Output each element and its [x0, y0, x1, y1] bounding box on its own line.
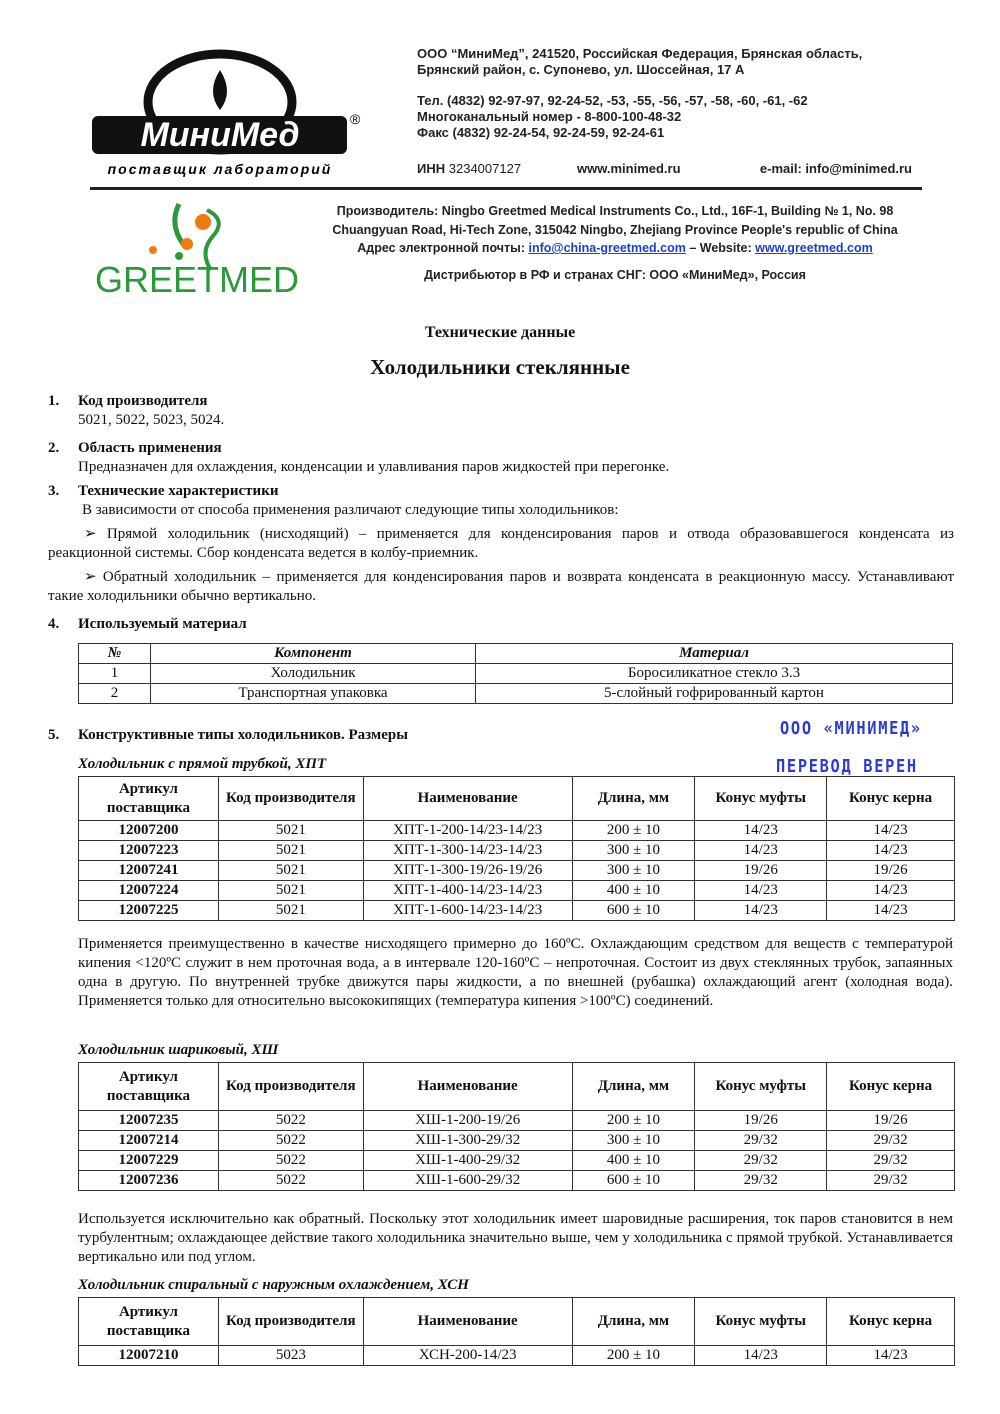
section-number: 2.	[48, 440, 60, 456]
bullet-direct-condenser: ➢ Прямой холодильник (нисходящий) – применяется для конденсирования паров и отвода образовавшегося конденсата из реакционной системы. Сбор конденсата ведется в колбу-приемник.	[48, 526, 954, 561]
column-header: Длина, мм	[572, 777, 695, 821]
minimed-multichannel: Многоканальный номер - 8-800-100-48-32	[417, 109, 682, 124]
inn-value: 3234007127	[448, 161, 522, 176]
column-header: Код производителя	[218, 777, 363, 821]
cell: Транспортная упаковка	[151, 684, 476, 704]
cell: 29/32	[695, 1151, 827, 1171]
greetmed-logo-graphic	[95, 198, 300, 300]
cell: 200 ± 10	[572, 821, 695, 841]
cell: 5022	[218, 1151, 363, 1171]
column-header: Наименование	[363, 1298, 572, 1346]
cell: ХПТ-1-300-14/23-14/23	[363, 841, 572, 861]
cell: 14/23	[695, 841, 827, 861]
cell: 14/23	[827, 1346, 955, 1366]
cell: ХПТ-1-600-14/23-14/23	[363, 901, 572, 921]
table-row	[79, 1151, 955, 1171]
cell: 29/32	[827, 1131, 955, 1151]
table-row	[79, 664, 953, 684]
manufacturer-line1: Производитель: Ningbo Greetmed Medical Instruments Co., Ltd., 16F-1, Building № 1, No. 98	[336, 204, 894, 218]
section-5-title: Конструктивные типы холодильников. Размеры	[78, 727, 408, 743]
column-header: №	[79, 644, 151, 664]
table-row	[79, 1111, 955, 1131]
cell: 12007223	[79, 841, 219, 861]
cell: 5022	[218, 1171, 363, 1191]
column-header: Конус керна	[827, 1298, 955, 1346]
translation-stamp-line2: ПЕРЕВОД ВЕРЕН	[776, 756, 918, 777]
column-header: Конус керна	[827, 777, 955, 821]
website-label: – Website:	[689, 241, 752, 255]
table-row	[79, 1131, 955, 1151]
cell: ХШ-1-600-29/32	[363, 1171, 572, 1191]
section-number: 1.	[48, 393, 60, 409]
column-header: Код производителя	[218, 1063, 363, 1111]
distributor-line: Дистрибьютор в РФ и странах СНГ: ООО «МиниМед», Россия	[424, 267, 806, 282]
column-header: Наименование	[363, 1063, 572, 1111]
bullet-text: Прямой холодильник (нисходящий) – применяется для конденсирования паров и отвода образовавшегося конденсата из реакционной системы. Сбор конденсата ведется в колбу-приемник.	[48, 526, 954, 561]
cell: 14/23	[827, 821, 955, 841]
cell: 12007224	[79, 881, 219, 901]
cell: 600 ± 10	[572, 901, 695, 921]
cell: ХПТ-1-200-14/23-14/23	[363, 821, 572, 841]
cell: 29/32	[695, 1171, 827, 1191]
cell: 5021	[218, 861, 363, 881]
cell: 14/23	[695, 821, 827, 841]
cell: 19/26	[695, 1111, 827, 1131]
manufacturer-line2: Chuangyuan Road, Hi-Tech Zone, 315042 Ningbo, Zhejiang Province People's republic of China	[332, 222, 898, 237]
cell: 29/32	[827, 1151, 955, 1171]
column-header: Компонент	[151, 644, 476, 664]
cell: 1	[79, 664, 151, 684]
cell: 5023	[218, 1346, 363, 1366]
section-1-text: 5021, 5022, 5023, 5024.	[78, 412, 225, 428]
minimed-address-line2: Брянский район, с. Супонево, ул. Шоссейная, 17 А	[417, 62, 745, 77]
column-header: Конус муфты	[695, 1298, 827, 1346]
cell: 14/23	[695, 881, 827, 901]
materials-table	[78, 643, 953, 704]
greetmed-logo-text: GREETMED	[95, 259, 300, 300]
column-header: Конус муфты	[695, 1063, 827, 1111]
cell: 12007235	[79, 1111, 219, 1131]
column-header: Наименование	[363, 777, 572, 821]
section-1-title: Код производителя	[78, 393, 208, 409]
cell: 600 ± 10	[572, 1171, 695, 1191]
section-2-text: Предназначен для охлаждения, конденсации и улавливания паров жидкостей при перегонке.	[78, 459, 670, 475]
minimed-address-line1: ООО “МиниМед”, 241520, Российская Федерация, Брянская область,	[417, 46, 863, 61]
table-2-caption: Холодильник шариковый, ХШ	[78, 1042, 279, 1058]
inn-label: ИНН	[417, 161, 446, 176]
minimed-fax: Факс (4832) 92-24-54, 92-24-59, 92-24-61	[417, 125, 665, 140]
cell: ХШ-1-300-29/32	[363, 1131, 572, 1151]
header-divider	[90, 187, 922, 190]
cell: 5022	[218, 1131, 363, 1151]
column-header: Артикул поставщика	[79, 1298, 219, 1346]
greetmed-email-link[interactable]: info@china-greetmed.com	[528, 241, 686, 255]
table-row	[79, 841, 955, 861]
cell: 5021	[218, 901, 363, 921]
svg-text:®: ®	[350, 111, 361, 127]
svg-text:поставщик лабораторий: поставщик лабораторий	[107, 161, 333, 177]
cell: 300 ± 10	[572, 1131, 695, 1151]
cell: 14/23	[695, 901, 827, 921]
t2-dimensions-table	[78, 1062, 955, 1191]
cell: ХПТ-1-300-19/26-19/26	[363, 861, 572, 881]
minimed-logo-graphic	[88, 40, 361, 180]
section-3-text: В зависимости от способа применения различают следующие типы холодильников:	[82, 502, 619, 518]
cell: ХШ-1-200-19/26	[363, 1111, 572, 1131]
cell: 300 ± 10	[572, 841, 695, 861]
cell: 200 ± 10	[572, 1346, 695, 1366]
cell: 5-слойный гофрированный картон	[476, 684, 953, 704]
section-number: 4.	[48, 616, 60, 632]
cell: 12007241	[79, 861, 219, 881]
column-header: Длина, мм	[572, 1298, 695, 1346]
column-header: Материал	[476, 644, 953, 664]
greetmed-website-link[interactable]: www.greetmed.com	[755, 241, 873, 255]
cell: 12007200	[79, 821, 219, 841]
table-2-note: Используется исключительно как обратный. Поскольку этот холодильник имеет шаровидные расширения, ток паров становится в нем турбулентным; охлаждающее действие такого холодильника значительно выше, чем у холодильника с прямой трубкой. Устанавливается вертикально или под углом.	[78, 1211, 953, 1265]
cell: 14/23	[695, 1346, 827, 1366]
document-title: Холодильники стеклянные	[370, 355, 630, 379]
section-number: 5.	[48, 727, 60, 743]
greetmed-logo	[95, 198, 300, 300]
cell: 12007229	[79, 1151, 219, 1171]
cell: 5021	[218, 841, 363, 861]
table-1-caption: Холодильник с прямой трубкой, ХПТ	[78, 756, 327, 772]
cell: 19/26	[695, 861, 827, 881]
cell: 2	[79, 684, 151, 704]
table-row	[79, 881, 955, 901]
table-row	[79, 1346, 955, 1366]
minimed-phone: Тел. (4832) 92-97-97, 92-24-52, -53, -55, -56, -57, -58, -60, -61, -62	[417, 93, 808, 108]
translation-stamp-line1: ООО «МИНИМЕД»	[780, 718, 922, 739]
svg-text:МиниМед: МиниМед	[140, 116, 300, 154]
section-3-title: Технические характеристики	[78, 483, 279, 499]
cell: 5022	[218, 1111, 363, 1131]
cell: 300 ± 10	[572, 861, 695, 881]
cell: 29/32	[827, 1171, 955, 1191]
table-row	[79, 1171, 955, 1191]
document-heading: Технические данные	[424, 324, 576, 341]
cell: ХПТ-1-400-14/23-14/23	[363, 881, 572, 901]
cell: 19/26	[827, 861, 955, 881]
email-label: Адрес электронной почты:	[357, 241, 526, 255]
bullet-text: Обратный холодильник – применяется для конденсирования паров и возврата конденсата в реакционную массу. Устанавливают такие холодильники обычно вертикально.	[48, 569, 955, 604]
cell: 14/23	[827, 841, 955, 861]
table-row	[79, 684, 953, 704]
table-1-note: Применяется преимущественно в качестве нисходящего примерно до 160ºС. Охлаждающим средством для веществ с температурой кипения <120ºС служит в нем проточная вода, а в интервале 120-160ºС – непроточная. Состоит из двух стеклянных трубок, запаянных одна в другую. По внутренней трубке движутся пары жидкости, а по внешней (рубашка) охлаждающий агент (холодная вода). Применяется только для относительно высококипящих (температура кипения >100ºС) соединений.	[78, 936, 953, 1009]
cell: 12007214	[79, 1131, 219, 1151]
cell: ХСН-200-14/23	[363, 1346, 572, 1366]
cell: 400 ± 10	[572, 1151, 695, 1171]
column-header: Длина, мм	[572, 1063, 695, 1111]
table-3-caption: Холодильник спиральный с наружным охлаждением, ХСН	[78, 1277, 469, 1293]
cell: 5021	[218, 821, 363, 841]
cell: 14/23	[827, 901, 955, 921]
column-header: Конус керна	[827, 1063, 955, 1111]
cell: 5021	[218, 881, 363, 901]
cell: Боросиликатное стекло 3.3	[476, 664, 953, 684]
cell: 12007210	[79, 1346, 219, 1366]
minimed-logo	[88, 40, 361, 180]
section-2-title: Область применения	[78, 440, 222, 456]
column-header: Код производителя	[218, 1298, 363, 1346]
cell: 19/26	[827, 1111, 955, 1131]
cell: Холодильник	[151, 664, 476, 684]
t3-dimensions-table	[78, 1297, 955, 1366]
section-number: 3.	[48, 483, 60, 499]
cell: 400 ± 10	[572, 881, 695, 901]
bullet-reflux-condenser: ➢ Обратный холодильник – применяется для конденсирования паров и возврата конденсата в реакционную массу. Устанавливают такие холодильники обычно вертикально.	[48, 569, 955, 604]
table-row	[79, 821, 955, 841]
table-row	[79, 861, 955, 881]
minimed-website[interactable]: www.minimed.ru	[577, 161, 681, 176]
column-header: Артикул поставщика	[79, 777, 219, 821]
cell: 12007225	[79, 901, 219, 921]
cell: 12007236	[79, 1171, 219, 1191]
cell: 200 ± 10	[572, 1111, 695, 1131]
cell: 14/23	[827, 881, 955, 901]
section-4-title: Используемый материал	[78, 616, 247, 632]
column-header: Артикул поставщика	[79, 1063, 219, 1111]
cell: 29/32	[695, 1131, 827, 1151]
minimed-email[interactable]: e-mail: info@minimed.ru	[759, 161, 912, 176]
cell: ХШ-1-400-29/32	[363, 1151, 572, 1171]
column-header: Конус муфты	[695, 777, 827, 821]
table-row	[79, 901, 955, 921]
t1-dimensions-table	[78, 776, 955, 921]
